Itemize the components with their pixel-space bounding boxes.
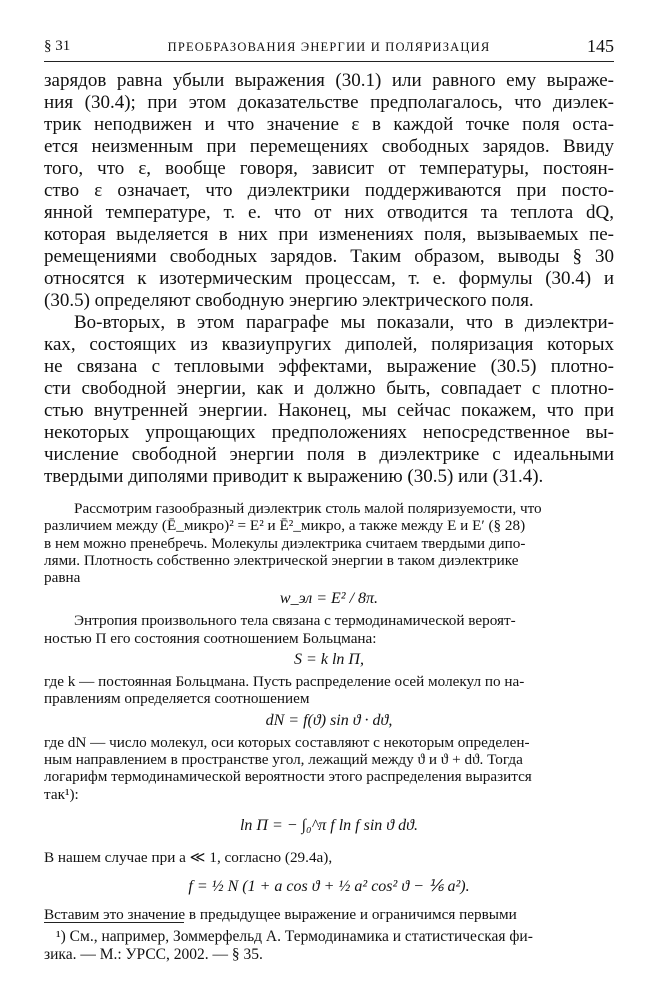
text-line: ремещениями свободных зарядов. Таким образом, выводы § 30 <box>44 246 614 267</box>
small-text-line: в нем можно пренебречь. Молекулы диэлектрика считаем твердыми дипо- <box>44 534 526 552</box>
text-line: сти свободной энергии, как и должно быть, совпадает с плотно- <box>44 378 614 399</box>
running-title: ПРЕОБРАЗОВАНИЯ ЭНЕРГИИ И ПОЛЯРИЗАЦИЯ <box>167 40 491 54</box>
formula-energy: w_эл = E² / 8π. <box>279 590 379 608</box>
text-line: того, что ε, вообще говоря, зависит от температуры, постоян- <box>44 158 614 179</box>
text-line: которая выделяется в них при изменениях поля, вызываемых пе- <box>44 224 614 245</box>
text-line: трик неподвижен и что значение ε в каждой точке поля оста- <box>44 114 614 135</box>
formula-boltzmann: S = k ln П, <box>294 651 364 669</box>
text-line: ется неизменным при перемещениях свободных зарядов. Ввиду <box>44 136 614 157</box>
text-line: янной температуре, т. е. что от них отводится та теплота dQ, <box>44 202 614 223</box>
formula-log-probability: ln П = − ∫₀^π f ln f sin ϑ dϑ. <box>239 816 418 834</box>
small-text-line: так¹): <box>44 785 79 803</box>
formula-f: f = ½ N (1 + a cos ϑ + ½ a² cos² ϑ − ⅙ a²). <box>188 878 470 896</box>
text-line: Во-вторых, в этом параграфе мы показали, что в диэлектри- <box>74 312 614 333</box>
text-line: относятся к изотермическим процессам, т. е. формулы (30.4) и <box>44 268 614 289</box>
footnote-line: ¹) См., например, Зоммерфельд А. Термодинамика и статистическая фи- <box>56 928 533 945</box>
small-text-line: В нашем случае при a ≪ 1, согласно (29.4а), <box>44 848 333 866</box>
small-text-line: Рассмотрим газообразный диэлектрик столь малой поляризуемости, что <box>74 500 542 517</box>
small-text-line: логарифм термодинамической вероятности этого распределения выразится <box>44 768 532 786</box>
small-text-line: Вставим это значение в предыдущее выражение и ограничимся первыми <box>44 906 517 924</box>
small-text-line: где k — постоянная Больцмана. Пусть распределение осей молекул по на- <box>44 673 525 691</box>
small-text-line: различием между (Ē_микро)² = E² и Ē²_микро, а также между E и E′ (§ 28) <box>44 517 526 535</box>
small-text-line: ным направлением в пространстве угол, лежащий между ϑ и ϑ + dϑ. Тогда <box>44 750 523 768</box>
text-line: зарядов равна убыли выражения (30.1) или равного ему выраже- <box>44 70 614 91</box>
text-line: некоторых упрощающих предположениях непосредственное вы- <box>44 422 614 443</box>
small-text-line: правлениям определяется соотношением <box>44 690 310 708</box>
small-text-line: где dN — число молекул, оси которых составляют с некоторым определен- <box>44 733 530 751</box>
header-rule <box>44 61 614 62</box>
text-line: числение свободной энергии поля в диэлектрике с идеальными <box>44 444 614 465</box>
text-line: не связана с тепловыми эффектами, выражение (30.5) плотно- <box>44 356 614 377</box>
text-line: стью внутренней энергии. Наконец, мы сейчас покажем, что при <box>44 400 614 421</box>
main-text <box>44 70 614 923</box>
small-text-line: Энтропия произвольного тела связана с термодинамической вероят- <box>74 612 516 630</box>
text-line: ния (30.4); при этом доказательстве предполагалось, что диэлек- <box>44 92 614 113</box>
footnote-rule <box>44 922 184 923</box>
page-number: 145 <box>587 36 614 56</box>
text-line: ство ε означает, что диэлектрики поддерживаются при посто- <box>44 180 614 201</box>
footnote <box>44 928 614 964</box>
text-line: твердыми диполями приводит к выражению (30.5) или (31.4). <box>44 466 544 487</box>
small-text-line: равна <box>44 569 81 587</box>
small-text-line: ностью П его состояния соотношением Больцмана: <box>44 629 377 647</box>
running-header <box>44 36 614 58</box>
formula-distribution: dN = f(ϑ) sin ϑ · dϑ, <box>265 711 393 729</box>
small-text-line: лями. Плотность собственно электрической энергии в таком диэлектрике <box>44 551 519 569</box>
text-line: (30.5) определяют свободную энергию электрического поля. <box>44 290 534 311</box>
text-line: ках, состоящих из квазиупругих диполей, поляризация которых <box>44 334 614 355</box>
section-number: § 31 <box>44 38 71 54</box>
footnote-line: зика. — М.: УРСС, 2002. — § 35. <box>44 946 263 963</box>
